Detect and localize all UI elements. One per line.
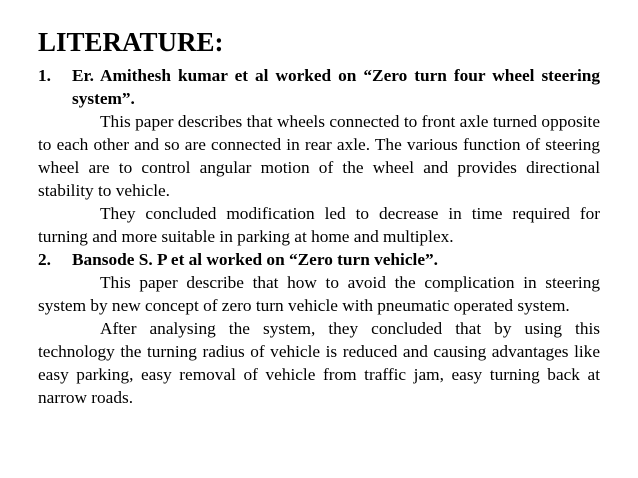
item-2-heading [38,248,600,271]
item-2-heading-text: Bansode S. P et al worked on “Zero turn vehicle”. [72,250,438,269]
item-1-heading-text: Er. Amithesh kumar et al worked on “Zero turn four wheel steering system”. [72,66,600,108]
slide-title: LITERATURE: [38,27,224,57]
item-2-paragraph-1: This paper describe that how to avoid the complication in steering system by new concept of zero turn vehicle with pneumatic operated system. [38,273,600,315]
item-2-paragraph-2: After analysing the system, they concluded that by using this technology the turning radius of vehicle is reduced and causing advantages like easy parking, easy removal of vehicle from traffic jam, easy turning back at narrow roads. [38,319,600,407]
item-1-heading [38,64,600,110]
item-1-number: 1. [38,66,51,85]
item-1-paragraph-2: They concluded modification led to decrease in time required for turning and more suitable in parking at home and multiplex. [38,204,600,246]
item-2-number: 2. [38,250,51,269]
item-1-paragraph-1: This paper describes that wheels connected to front axle turned opposite to each other and so are connected in rear axle. The various function of steering wheel are to control angular motion of the wheel and provides directional stability to vehicle. [38,112,600,200]
